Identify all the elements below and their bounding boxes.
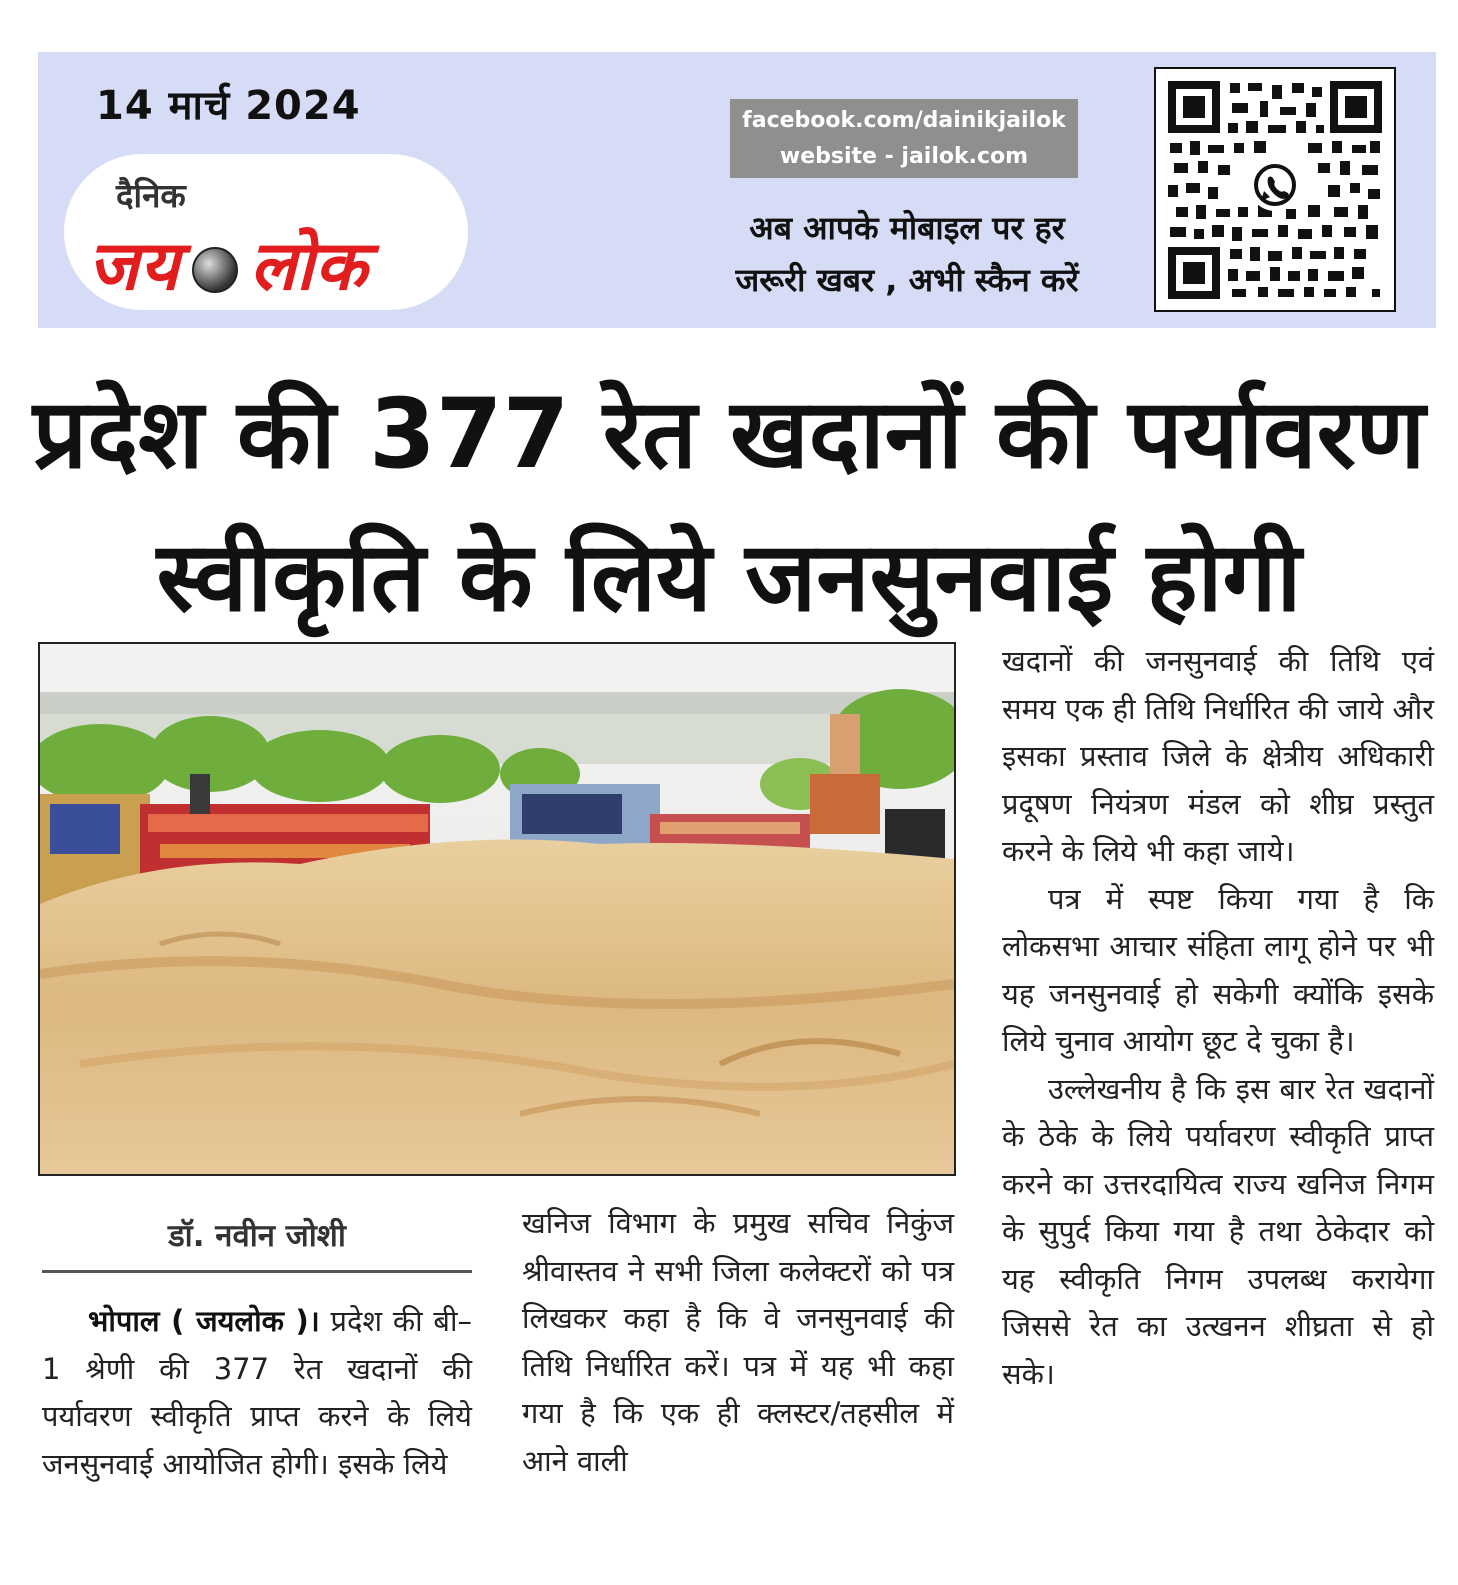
news-photo xyxy=(38,642,956,1176)
qr-code[interactable] xyxy=(1154,67,1396,312)
scan-promo xyxy=(698,202,1116,306)
col2-text: खनिज विभाग के प्रमुख सचिव निकुंज श्रीवास्तव ने सभी जिला कलेक्टरों को पत्र लिखकर कहा है कि वे जनसुनवाई की तिथि निर्धारित करें। पत्र में यह भी कहा गया है कि एक ही क्लस्टर/तहसील में आने वाली xyxy=(522,1206,954,1478)
headline-line1: प्रदेश की 377 रेत खदानों की पर्यावरण xyxy=(32,378,1426,490)
col3-paragraph-2: पत्र में स्पष्ट किया गया है कि लोकसभा आचार संहिता लागू होने पर भी यह जनसुनवाई हो सकेगी क्योंकि इसके लिये चुनाव आयोग छूट दे चुका है। xyxy=(1002,881,1434,1058)
col3-paragraph-1: खदानों की जनसुनवाई की तिथि एवं समय एक ही तिथि निर्धारित की जाये और इसका प्रस्ताव जिले के क्षेत्रीय अधिकारी प्रदूषण नियंत्रण मंडल को शीघ्र प्रस्तुत करने के लिये भी कहा जाये। xyxy=(1002,644,1434,868)
issue-date: 14 मार्च 2024 xyxy=(96,83,361,129)
globe-icon xyxy=(192,247,238,293)
logo-small-text: दैनिक xyxy=(116,176,186,215)
logo-part1: जय xyxy=(88,227,180,306)
article-column-1 xyxy=(42,1298,472,1488)
author-byline: डॉ. नवीन जोशी xyxy=(168,1218,346,1254)
promo-line1: अब आपके मोबाइल पर हर xyxy=(749,209,1065,247)
promo-line2: जरूरी खबर , अभी स्कैन करें xyxy=(735,261,1079,299)
masthead xyxy=(38,52,1436,328)
article-column-3 xyxy=(1002,638,1434,1398)
col1-text: प्रदेश की बी–1 श्रेणी की 377 रेत खदानों की पर्यावरण स्वीकृति प्राप्त करने के लिये जनसुनवाई आयोजित होगी। इसके लिये xyxy=(42,1304,472,1481)
sand-mine-photo xyxy=(40,644,954,1174)
website-link[interactable]: website - jailok.com xyxy=(779,144,1029,169)
newspaper-logo xyxy=(64,154,468,310)
logo-title xyxy=(88,216,368,309)
byline-divider xyxy=(42,1270,472,1273)
facebook-link[interactable]: facebook.com/dainikjailok xyxy=(742,108,1066,133)
social-links xyxy=(730,99,1078,178)
logo-part2: लोक xyxy=(249,227,368,306)
qr-code-graphic xyxy=(1168,81,1382,299)
article-dateline: भोपाल ( जयलोक )। xyxy=(88,1304,320,1338)
col3-paragraph-3: उल्लेखनीय है कि इस बार रेत खदानों के ठेके के लिये पर्यावरण स्वीकृति प्राप्त करने का उत्तरदायित्व राज्य खनिज निगम के सुपुर्द किया गया है तथा ठेकेदार को यह स्वीकृति निगम उपलब्ध करायेगा जिससे रेत का उत्खनन शीघ्रता से हो सके। xyxy=(1002,1071,1434,1391)
article-column-2 xyxy=(522,1200,954,1485)
headline-line2: स्वीकृति के लिये जनसुनवाई होगी xyxy=(156,521,1302,633)
